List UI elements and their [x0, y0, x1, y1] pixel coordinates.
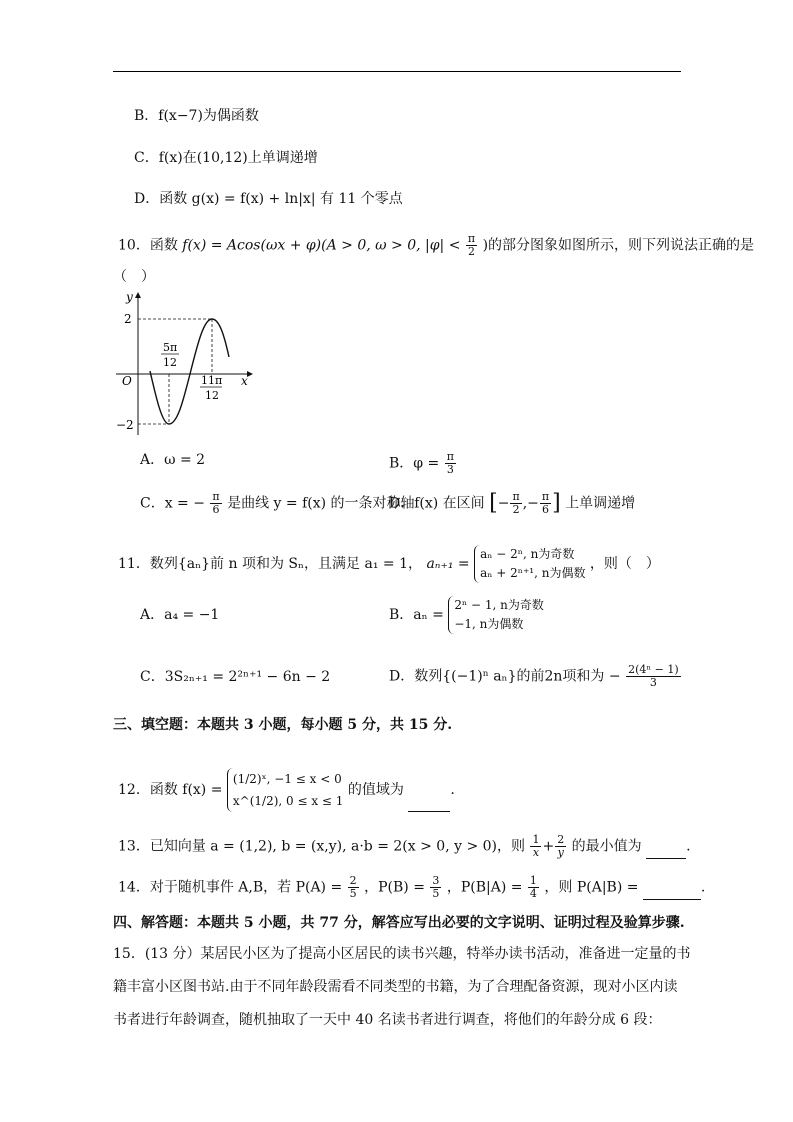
q10-pi-over-2 [466, 233, 477, 258]
q10-stem-formula: f(x) = Acos(ωx + φ)(A > 0, ω > 0, |φ| < [182, 237, 461, 254]
q10-tick1-num: 5π [163, 341, 178, 354]
q12-stem [118, 768, 455, 812]
q13-f1-den: x [532, 846, 540, 859]
q10-tick2-den: 12 [205, 389, 219, 402]
q11-option-b [389, 596, 544, 634]
q10-y-top: 2 [124, 312, 132, 326]
q13-plus: + [542, 838, 555, 855]
q11-opt-d-frac [626, 664, 681, 689]
q11-option-c: C．3S₂ₙ₊₁ = 2²ⁿ⁺¹ − 6n − 2 [140, 669, 331, 685]
q10-stem-prefix: 10．函数 [118, 237, 178, 254]
q13-frac-2 [555, 834, 566, 859]
section-3-heading: 三、填空题：本题共 3 小题，每小题 5 分，共 15 分. [113, 717, 453, 733]
q10-origin: O [122, 374, 132, 388]
q10-opt-c-pre: C．x = − [140, 495, 205, 512]
q14-frac-pb [430, 875, 441, 900]
q10-y-label: y [126, 290, 133, 304]
q12-case-2: x^(1/2), 0 ≤ x ≤ 1 [232, 794, 344, 808]
q15-line-1: 15．(13 分）某居民小区为了提高小区居民的读书兴趣，特举办读书活动，准备进一定量的书 [113, 946, 691, 962]
q10-tick2-num: 11π [201, 374, 223, 387]
q14-pa-num: 2 [349, 874, 357, 887]
q14-suf: ，则 P(A|B) = [544, 879, 639, 896]
q10-cosine-curve [150, 319, 229, 424]
q10-option-b [389, 451, 457, 476]
q11-rec-case-2: aₙ + 2ⁿ⁺¹, n为偶数 [480, 566, 586, 580]
q10-opt-d-b-den: 6 [542, 503, 549, 516]
q10-opt-d-frac-b [540, 491, 551, 516]
header-rule [113, 71, 681, 72]
q14-frac-pba [528, 875, 539, 900]
q11-rec-case-1: aₙ − 2ⁿ, n为奇数 [480, 547, 575, 561]
q10-opt-d-frac-a [510, 491, 521, 516]
q10-graph [112, 287, 257, 437]
q10-opt-d-comma: ,− [522, 495, 539, 512]
q11-opt-b-pre: B．aₙ = [389, 607, 444, 623]
q13-f2-num: 2 [557, 833, 565, 846]
q13-suf: 的最小值为 [571, 838, 642, 855]
q10-paren: （ ） [113, 269, 155, 285]
q10-opt-c-den: 6 [212, 503, 220, 516]
q11-option-a: A．a₄ = −1 [140, 607, 220, 623]
q12-cases [227, 768, 344, 812]
q11-stem [118, 545, 660, 583]
q10-y-bottom: −2 [116, 418, 134, 432]
q13-answer-blank[interactable] [646, 858, 686, 859]
q14-stem [118, 875, 705, 900]
q13-f2-den: y [557, 846, 564, 859]
q10-tick1-den: 12 [163, 356, 177, 369]
q11-option-d [389, 664, 682, 689]
q14-answer-blank[interactable] [643, 899, 701, 900]
q14-pre: 14．对于随机事件 A,B，若 P(A) = [118, 879, 343, 896]
q12-end: . [450, 782, 455, 798]
q10-opt-b-den: 3 [446, 463, 454, 476]
q12-pre: 12．函数 f(x) = [118, 782, 223, 798]
q12-suf: 的值域为 [347, 782, 404, 798]
q10-x-label: x [241, 374, 248, 388]
q9-option-c: C．f(x)在(10,12)上单调递增 [134, 150, 318, 166]
q13-pre: 13．已知向量 a = (1,2), b = (x,y), a·b = 2(x > 0, y > 0)，则 [118, 838, 526, 855]
q15-line-3: 书者进行年龄调查，随机抽取了一天中 40 名读书者进行调查，将他们的年龄分成 6 段： [113, 1012, 662, 1028]
q14-frac-pa [348, 875, 359, 900]
q10-frac-den: 2 [468, 245, 475, 258]
q10-opt-b-frac [445, 451, 456, 476]
q10-frac-num: π [467, 232, 476, 245]
q15-line-2: 籍丰富小区图书站.由于不同年龄段需看不同类型的书籍，为了合理配备资源，现对小区内读 [113, 979, 678, 995]
q10-opt-b-pre: B．φ = [389, 455, 440, 472]
q14-mid-2: ，P(B|A) = [446, 879, 523, 896]
q11-opt-b-case-2: −1, n为偶数 [454, 617, 524, 631]
q12-answer-blank[interactable] [408, 811, 450, 812]
q11-opt-d-num: 2(4ⁿ − 1) [628, 663, 679, 676]
q11-stem-b: ，则（ ） [589, 556, 660, 572]
q11-opt-b-case-1: 2ⁿ − 1, n为奇数 [454, 598, 544, 612]
section-4-heading: 四、解答题：本题共 5 小题，共 77 分，解答应写出必要的文字说明、证明过程及验算步骤. [113, 915, 685, 931]
q10-opt-d-bracket-open: [ [489, 490, 498, 516]
q11-recurrence-cases [474, 545, 585, 583]
q14-pa-den: 5 [349, 887, 357, 900]
q11-stem-a: 11．数列{aₙ}前 n 项和为 Sₙ，且满足 a₁ = 1， [118, 556, 422, 572]
q11-opt-b-cases [448, 596, 544, 634]
q10-opt-d-a-den: 2 [512, 503, 520, 516]
q10-option-c [140, 491, 415, 516]
q14-pb-num: 3 [432, 874, 440, 887]
q10-opt-c-frac [210, 491, 221, 516]
q10-option-d [389, 491, 635, 516]
q9-option-b: B．f(x−7)为偶函数 [134, 108, 259, 124]
q12-case-1: (1/2)ˣ, −1 ≤ x < 0 [232, 772, 342, 786]
q10-opt-d-b-num: π [541, 490, 550, 503]
q10-opt-b-num: π [446, 450, 454, 463]
q10-opt-c-suf: 是曲线 y = f(x) 的一条对称轴 [227, 495, 415, 512]
q11-opt-d-pre: D．数列{(−1)ⁿ aₙ}的前2n项和为 − [389, 668, 621, 685]
q14-pba-num: 1 [529, 874, 537, 887]
q14-pb-den: 5 [432, 887, 440, 900]
q13-frac-1 [530, 834, 541, 859]
q10-opt-d-bracket-close: ] [552, 490, 561, 516]
q10-stem [118, 233, 754, 258]
q14-pba-den: 4 [529, 887, 537, 900]
q9-option-d: D．函数 g(x) = f(x) + ln|x| 有 11 个零点 [134, 191, 403, 207]
q11-rec-lhs: aₙ₊₁ = [426, 556, 470, 572]
q11-opt-d-den: 3 [649, 676, 657, 689]
q13-stem [118, 834, 691, 859]
q10-opt-d-pre: D．f(x) 在区间 [389, 495, 485, 512]
q13-f1-num: 1 [532, 833, 540, 846]
q10-opt-d-minus-a: − [497, 495, 510, 512]
q10-opt-d-suf: 上单调递增 [565, 495, 636, 512]
q10-option-a: A．ω = 2 [140, 452, 206, 468]
q14-end: . [700, 879, 706, 896]
q10-opt-d-a-num: π [512, 490, 520, 503]
q10-stem-suffix: )的部分图象如图所示，则下列说法正确的是 [482, 237, 755, 254]
q10-opt-c-num: π [212, 490, 220, 503]
q13-end: . [686, 838, 691, 855]
q14-mid-1: ，P(B) = [364, 879, 425, 896]
